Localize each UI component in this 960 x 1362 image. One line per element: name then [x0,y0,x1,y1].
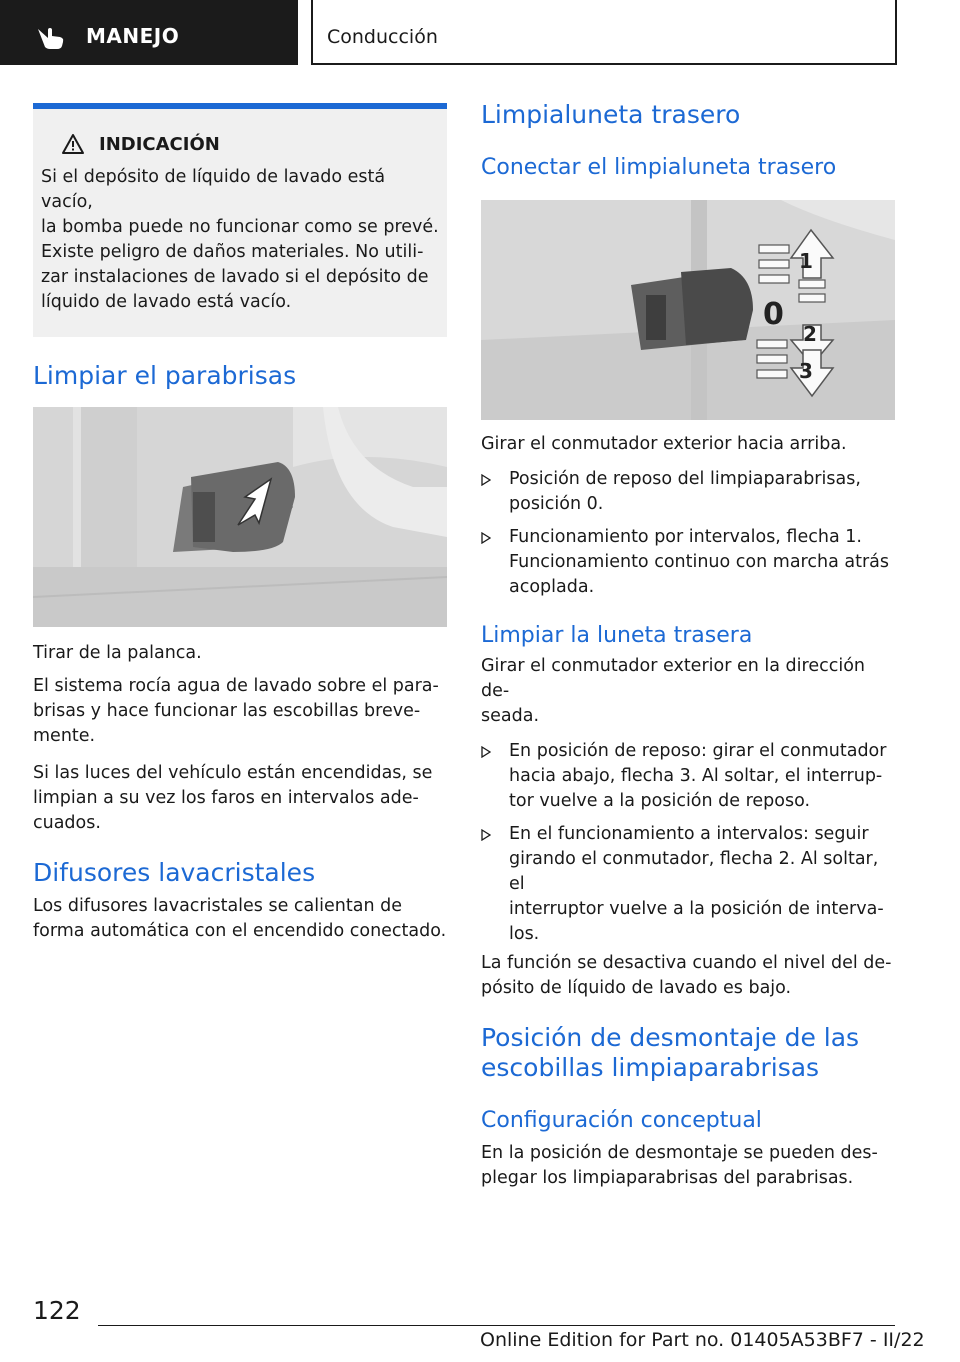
windshield-p2 [33,674,447,749]
windshield-heading: Limpiar el parabrisas [33,361,297,390]
section-tab [0,0,298,65]
list-item [481,467,895,517]
text-line: posición 0. [509,494,604,514]
text-line: En la posición de desmontaje se pueden des‐ [481,1143,878,1163]
list-item [481,822,895,947]
left-column [33,103,447,944]
windshield-p3 [33,761,447,836]
list-item [481,739,895,814]
removal-p [481,1141,895,1191]
text-line: En posición de reposo: girar el conmutador [509,741,887,761]
text-line: hacia abajo, flecha 3. Al soltar, el interrup‐ [509,766,883,786]
text-line: interruptor vuelve a la posición de interva‐ [509,899,884,919]
text-line: Funcionamiento por intervalos, flecha 1. [509,527,862,547]
triangle-bullet-icon [481,474,491,486]
diagram-label-2: 2 [803,322,817,346]
nozzles-heading: Difusores lavacristales [33,858,316,887]
notice-line: zar instalaciones de lavado si el depósito de [41,267,429,287]
windshield-lever-photo [33,407,447,627]
section-title: MANEJO [86,24,180,48]
text-line: seada. [481,706,540,726]
triangle-bullet-icon [481,829,491,841]
nozzles-p [33,894,447,944]
heading-line: Posición de desmontaje de las [481,1023,860,1052]
text-line: plegar los limpiaparabrisas del parabrisas. [481,1168,854,1188]
rear-heading: Limpialuneta trasero [481,100,741,129]
rear-p1: Girar el conmutador exterior hacia arriba. [481,434,847,454]
diagram-label-1: 1 [799,249,813,273]
text-line: En el funcionamiento a intervalos: seguir [509,824,869,844]
warning-icon [61,133,85,155]
text-line: Si las luces del vehículo están encendidas, se [33,763,433,783]
text-line: tor vuelve a la posición de reposo. [509,791,811,811]
notice-line: la bomba puede no funcionar como se prevé. [41,217,439,237]
triangle-bullet-icon [481,746,491,758]
text-line: Girar el conmutador exterior en la dirección de‐ [481,656,865,701]
diagram-label-3: 3 [799,359,813,383]
notice-box [33,103,447,337]
removal-subheading: Configuración conceptual [481,1108,762,1133]
chapter-box [311,0,897,65]
page-header [0,0,960,66]
heading-line: escobillas limpiaparabrisas [481,1053,820,1082]
text-line: cuados. [33,813,101,833]
notice-line: Si el depósito de líquido de lavado está vacío, [41,167,386,212]
text-line: forma automática con el encendido conectado. [33,921,447,941]
page-number: 122 [33,1296,81,1325]
text-line: El sistema rocía agua de lavado sobre el para‐ [33,676,439,696]
text-line: los. [509,924,540,944]
notice-text [41,165,439,315]
text-line: limpian a su vez los faros en intervalos ade‐ [33,788,419,808]
notice-title: INDICACIÓN [99,133,220,155]
list-item [481,525,895,600]
clean-rear-p1 [481,654,895,729]
clean-rear-heading: Limpiar la luneta trasera [481,623,753,648]
diagram-label-0: 0 [763,297,784,332]
rear-subheading: Conectar el limpialuneta trasero [481,155,837,180]
rear-wiper-switch-photo [481,200,895,420]
text-line: La función se desactiva cuando el nivel del de‐ [481,953,892,973]
removal-heading [481,1023,895,1083]
text-line: Funcionamiento continuo con marcha atrás [509,552,889,572]
text-line: acoplada. [509,577,595,597]
pointing-hand-icon [36,26,66,50]
footer-rule [98,1325,895,1326]
notice-line: líquido de lavado está vacío. [41,292,292,312]
text-line: Posición de reposo del limpiaparabrisas, [509,469,861,489]
edition-text: Online Edition for Part no. 01405A53BF7 - II/22 [480,1329,925,1351]
clean-rear-p2 [481,951,895,1001]
notice-line: Existe peligro de daños materiales. No utili‐ [41,242,424,262]
text-line: Los difusores lavacristales se calientan de [33,896,402,916]
right-column [481,100,895,1191]
triangle-bullet-icon [481,532,491,544]
text-line: mente. [33,726,96,746]
text-line: brisas y hace funcionar las escobillas breve‐ [33,701,421,721]
chapter-title: Conducción [327,26,438,48]
windshield-p1: Tirar de la palanca. [33,643,202,663]
notice-header [41,131,439,157]
text-line: pósito de líquido de lavado es bajo. [481,978,792,998]
text-line: girando el conmutador, flecha 2. Al soltar, el [509,849,879,894]
